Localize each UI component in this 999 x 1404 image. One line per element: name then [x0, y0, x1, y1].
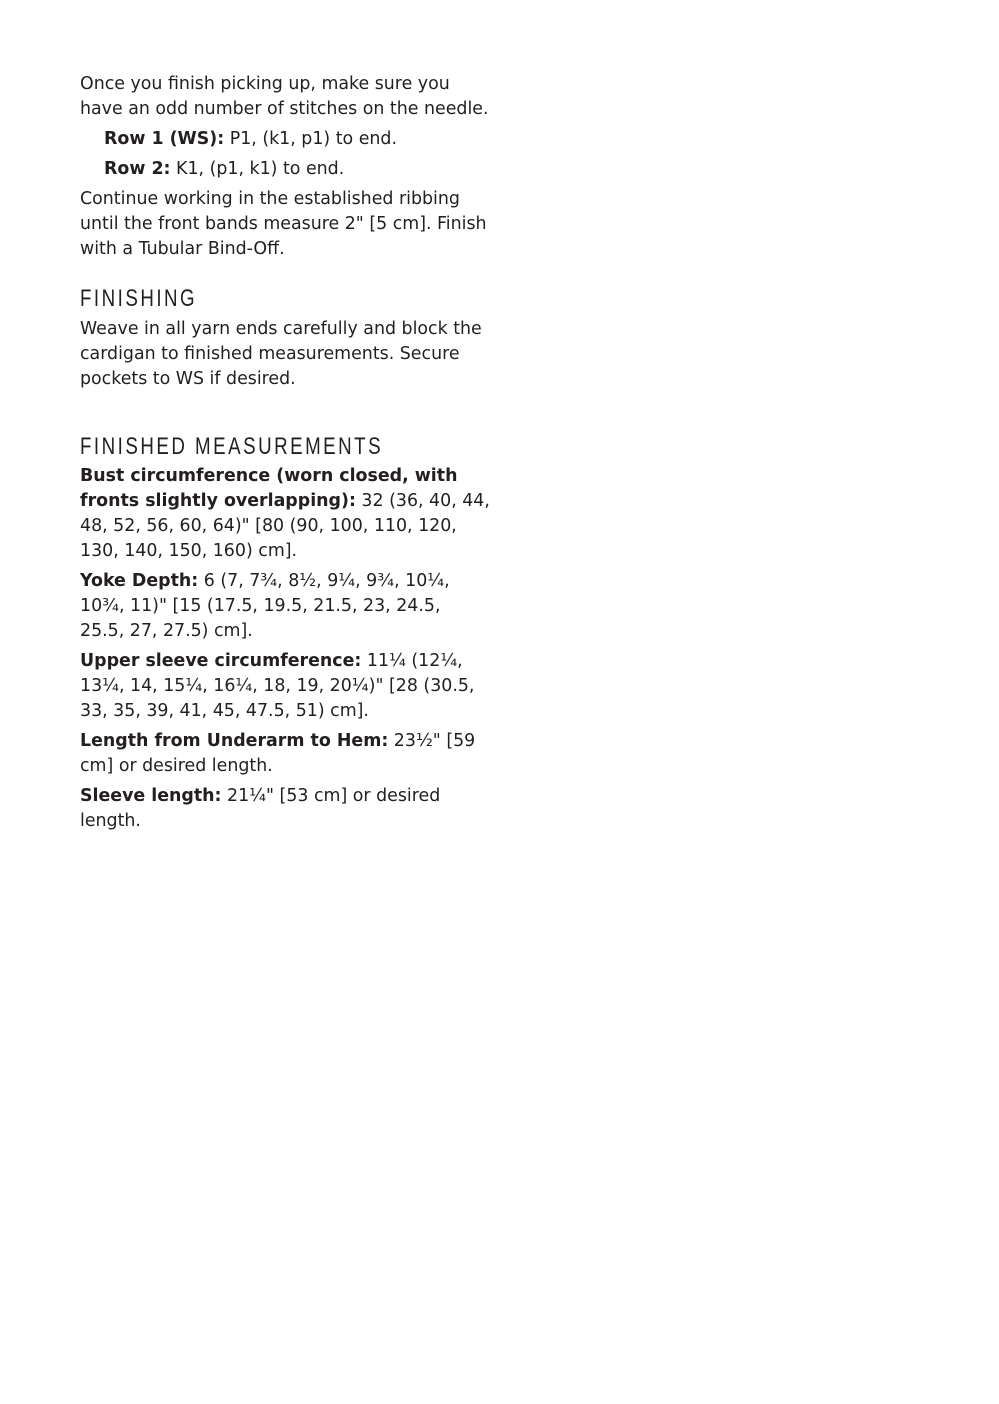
measurement-value: 21¼" [53 cm] or desired length.	[80, 786, 441, 831]
measurement-label: Length from Underarm to Hem:	[80, 731, 389, 751]
row-2-text: K1, (p1, k1) to end.	[170, 159, 345, 179]
measurement-bust	[80, 464, 490, 564]
row-1-text: P1, (k1, p1) to end.	[224, 129, 397, 149]
row-1-label: Row 1 (WS):	[104, 129, 225, 149]
measurement-value: 11¼ (12¼, 13¼, 14, 15¼, 16¼, 18, 19, 20¼)" [28 (30.5, 33, 35, 39, 41, 45, 47.5, 51) cm].	[80, 651, 475, 721]
measurement-label: Upper sleeve circumference:	[80, 651, 362, 671]
finished-measurements-heading: FINISHED MEASUREMENTS	[80, 433, 384, 460]
measurement-value: 23½" [59 cm] or desired length.	[80, 731, 476, 776]
finishing-heading: FINISHING	[80, 285, 198, 312]
row-2-instruction	[80, 157, 490, 182]
finishing-paragraph: Weave in all yarn ends carefully and block the cardigan to finished measurements. Secure pockets to WS if desired.	[80, 319, 482, 389]
measurement-label: Yoke Depth:	[80, 571, 199, 591]
intro-paragraph: Once you finish picking up, make sure you have an odd number of stitches on the needle.	[80, 74, 489, 119]
measurement-sleeve-length	[80, 784, 490, 834]
measurement-upper-sleeve	[80, 649, 490, 724]
measurement-label: Bust circumference (worn closed, with fronts slightly overlapping):	[80, 466, 458, 511]
measurement-value: 6 (7, 7¾, 8½, 9¼, 9¾, 10¼, 10¾, 11)" [15 (17.5, 19.5, 21.5, 23, 24.5, 25.5, 27, 27.5) cm].	[80, 571, 450, 641]
continue-paragraph: Continue working in the established ribbing until the front bands measure 2" [5 cm]. Finish with a Tubular Bind-Off.	[80, 189, 487, 259]
measurement-length	[80, 729, 490, 779]
measurement-label: Sleeve length:	[80, 786, 222, 806]
measurement-value: 32 (36, 40, 44, 48, 52, 56, 60, 64)" [80 (90, 100, 110, 120, 130, 140, 150, 160) cm].	[80, 491, 490, 561]
pattern-text-column	[80, 72, 490, 834]
row-2-label: Row 2:	[104, 159, 171, 179]
row-1-instruction	[80, 127, 490, 152]
measurement-yoke-depth	[80, 569, 490, 644]
